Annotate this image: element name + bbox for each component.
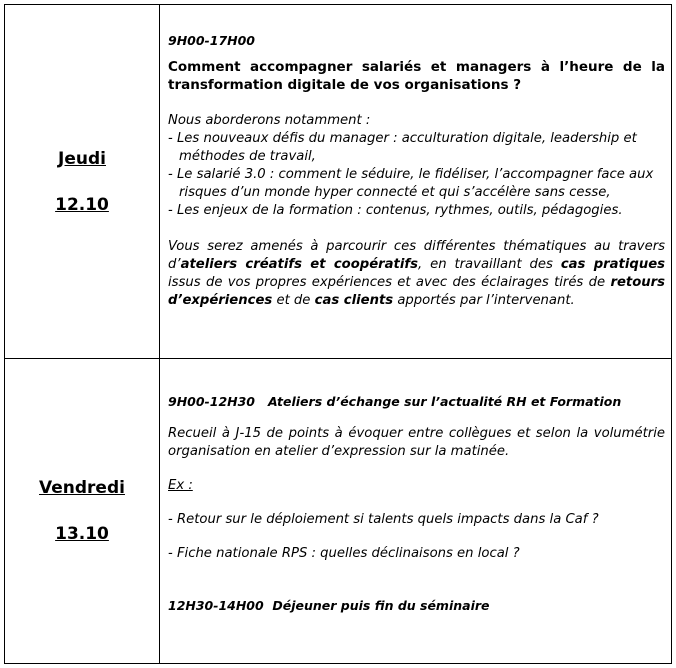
day-cell-friday	[5, 359, 160, 664]
row-thursday	[5, 5, 672, 359]
list-item: - Le salarié 3.0 : comment le séduire, le fidéliser, l’accompagner face aux risques d’un monde hyper connecté et qui s’accélère sans cesse,	[168, 166, 665, 202]
row-friday	[5, 359, 672, 664]
day-date: 12.10	[55, 194, 109, 215]
examples-label: Ex :	[168, 478, 193, 493]
day-name: Jeudi	[58, 148, 106, 169]
list-item: - Fiche nationale RPS : quelles déclinaisons en local ?	[168, 545, 665, 563]
text-run: apportés par l’intervenant.	[393, 293, 575, 308]
agenda-table	[4, 4, 672, 664]
session-time: 9H00-17H00	[168, 33, 255, 48]
session-intro: Nous aborderons notamment :	[168, 113, 371, 128]
list-item: - Retour sur le déploiement si talents quels impacts dans la Caf ?	[168, 511, 665, 529]
text-run: Vous serez amenés à parcourir ces différentes thématiques au travers d’	[168, 239, 665, 272]
examples-list	[168, 511, 665, 563]
session-title: Comment accompagner salariés et managers à l’heure de la transformation digitale de vos organisations ?	[168, 59, 665, 93]
list-item: - Les nouveaux défis du manager : acculturation digitale, leadership et méthodes de travail,	[168, 130, 665, 166]
highlight: retours d’expériences	[168, 275, 665, 308]
day-date: 13.10	[55, 524, 109, 544]
closing-line: 12H30-14H00 Déjeuner puis fin du séminaire	[168, 598, 490, 613]
day-cell-thursday	[5, 5, 160, 359]
content-cell-thursday	[160, 5, 672, 359]
day-name: Vendredi	[39, 478, 125, 498]
topics-list	[168, 130, 665, 220]
session-description	[168, 238, 665, 310]
session-heading: 9H00-12H30 Ateliers d’échange sur l’actualité RH et Formation	[168, 394, 622, 409]
highlight: cas pratiques	[560, 257, 665, 272]
highlight: cas clients	[314, 293, 394, 308]
text-run: , en travaillant des	[417, 257, 561, 272]
list-item: - Les enjeux de la formation : contenus, rythmes, outils, pédagogies.	[168, 202, 665, 220]
text-run: et de	[272, 293, 315, 308]
content-cell-friday	[160, 359, 672, 664]
session-description: Recueil à J-15 de points à évoquer entre collègues et selon la volumétrie organisation en atelier d’expression sur la matinée.	[168, 426, 665, 459]
highlight: ateliers créatifs et coopératifs	[180, 257, 418, 272]
text-run: issus de vos propres expériences et avec des éclairages tirés de	[168, 275, 611, 290]
